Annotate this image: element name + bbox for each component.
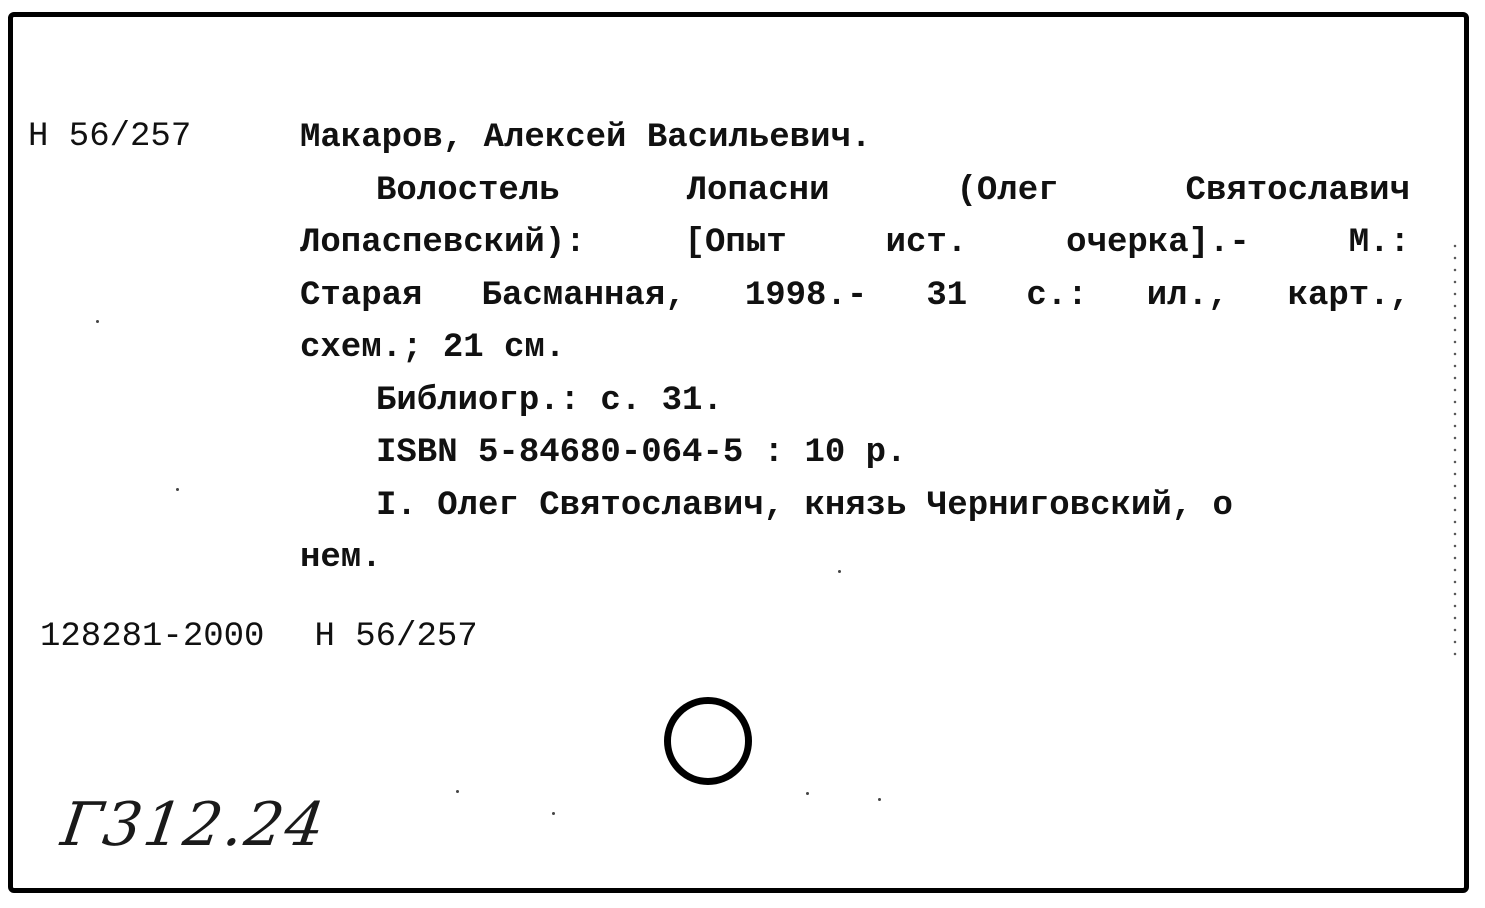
card-punch-hole — [664, 697, 752, 785]
title-line-2 — [300, 217, 1410, 270]
subject-line-2: нем. — [300, 539, 382, 577]
speck — [456, 790, 459, 793]
title-word: М.: — [1348, 224, 1410, 262]
bibliography-note: Библиогр.: с. 31. — [376, 381, 723, 420]
author-line: Макаров, Алексей Васильевич. — [300, 119, 872, 157]
physical-description: схем.; 21 см. — [300, 329, 566, 367]
imprint-word: 1998.- — [744, 276, 868, 315]
isbn-line: ISBN 5-84680-064-5 : 10 р. — [376, 434, 907, 472]
speck — [176, 488, 179, 491]
shelf-mark: Н 56/257 — [28, 118, 192, 156]
speck — [878, 798, 881, 801]
inventory-number: 128281-2000 — [40, 618, 265, 656]
inventory-shelf-mark: Н 56/257 — [314, 618, 478, 656]
inventory-line — [40, 618, 478, 656]
title-word: Лопасни — [686, 171, 830, 210]
title-word: ист. — [885, 224, 968, 262]
imprint-word: Старая — [300, 276, 423, 315]
speck — [552, 812, 555, 815]
speck — [806, 792, 809, 795]
imprint-word: карт., — [1287, 276, 1410, 315]
imprint-line — [300, 270, 1410, 323]
imprint-word: Басманная, — [481, 276, 686, 315]
imprint-word: 31 — [926, 276, 968, 315]
bibliographic-record — [300, 112, 1410, 585]
title-word: Святославич — [1185, 171, 1410, 210]
speck — [96, 320, 99, 323]
title-word: Волостель — [376, 171, 560, 210]
title-line-1 — [300, 165, 1410, 218]
speck — [838, 570, 841, 573]
title-word: очерка].- — [1066, 224, 1250, 262]
imprint-word: ил., — [1146, 276, 1229, 315]
right-edge-dotted-line — [1453, 240, 1457, 660]
title-word: [Опыт — [684, 224, 787, 262]
subject-line-1: I. Олег Святославич, князь Черниговский, о — [376, 486, 1233, 525]
title-word: Лопаспевский): — [300, 224, 586, 262]
handwritten-classification-mark: Г312.24 — [57, 790, 331, 860]
title-word: (Олег — [956, 171, 1059, 210]
imprint-word: с.: — [1026, 276, 1088, 315]
